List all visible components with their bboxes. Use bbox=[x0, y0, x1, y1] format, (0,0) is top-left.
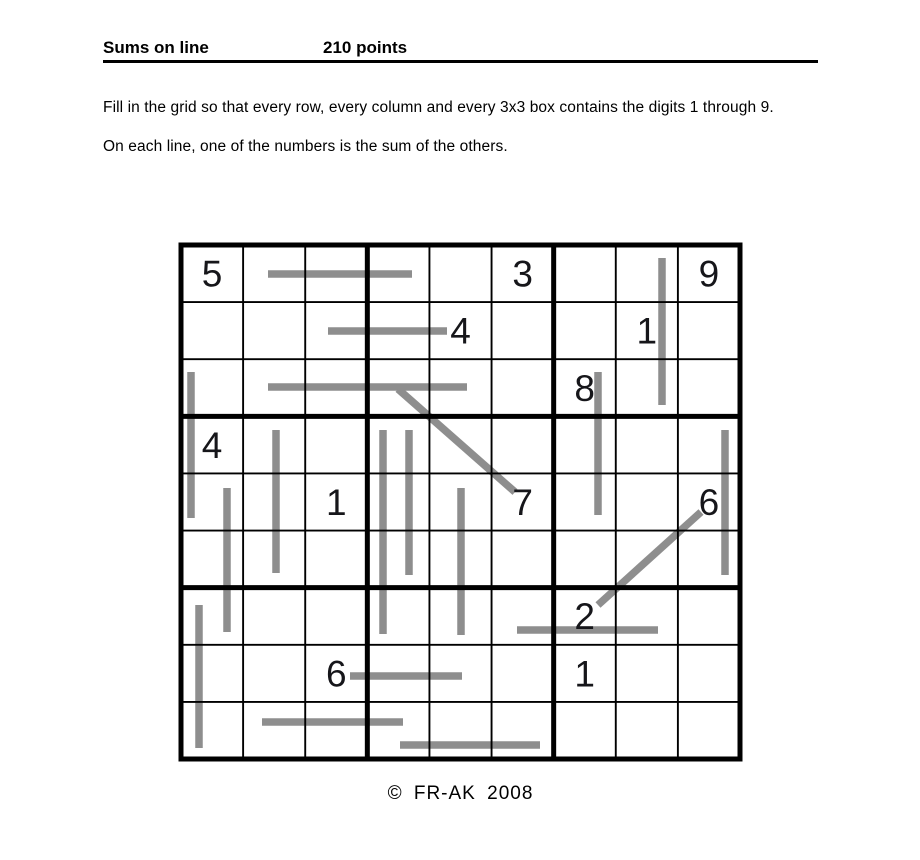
cell-r1c5 bbox=[429, 245, 491, 302]
cell-r1c8 bbox=[616, 245, 678, 302]
cell-r4c8 bbox=[616, 416, 678, 473]
puzzle-title: Sums on line bbox=[103, 38, 209, 57]
cell-r7c2 bbox=[243, 588, 305, 645]
cell-r9c4 bbox=[367, 702, 429, 759]
cell-r2c2 bbox=[243, 302, 305, 359]
cell-r8c9 bbox=[678, 645, 740, 702]
cell-r2c6 bbox=[492, 302, 554, 359]
given-digit-r1c6: 3 bbox=[512, 253, 533, 295]
cell-r4c6 bbox=[492, 416, 554, 473]
puzzle-points: 210 points bbox=[323, 38, 408, 57]
instruction-line-2: On each line, one of the numbers is the sum of the others. bbox=[103, 138, 508, 155]
cell-r7c8 bbox=[616, 588, 678, 645]
cell-r8c6 bbox=[492, 645, 554, 702]
cell-r6c3 bbox=[305, 531, 367, 588]
instruction-line-1: Fill in the grid so that every row, every column and every 3x3 box contains the digits 1 through 9. bbox=[103, 99, 774, 116]
cell-r9c7 bbox=[554, 702, 616, 759]
given-digit-r2c5: 4 bbox=[450, 310, 471, 352]
cell-r9c9 bbox=[678, 702, 740, 759]
given-digit-r5c9: 6 bbox=[698, 482, 720, 523]
cell-r3c8 bbox=[616, 359, 678, 416]
cell-r9c2 bbox=[243, 702, 305, 759]
cell-r2c9 bbox=[678, 302, 740, 359]
cell-r7c4 bbox=[367, 588, 429, 645]
given-digit-r8c7: 1 bbox=[574, 653, 596, 695]
cell-r3c9 bbox=[678, 359, 740, 416]
cell-r3c6 bbox=[492, 359, 554, 416]
given-digit-r7c7: 2 bbox=[574, 596, 596, 638]
cell-r5c4 bbox=[367, 473, 429, 530]
cell-r6c7 bbox=[554, 531, 616, 588]
given-digit-r4c1: 4 bbox=[201, 424, 223, 466]
given-digit-r2c8: 1 bbox=[636, 310, 658, 352]
cell-r7c1 bbox=[181, 588, 243, 645]
cell-r4c4 bbox=[367, 416, 429, 473]
cell-r6c6 bbox=[492, 531, 554, 588]
given-digit-r5c3: 1 bbox=[325, 482, 347, 523]
cell-r9c1 bbox=[181, 702, 243, 759]
cell-r4c7 bbox=[554, 416, 616, 473]
cell-r1c7 bbox=[554, 245, 616, 302]
given-digit-r5c6: 7 bbox=[512, 482, 533, 523]
cell-r9c5 bbox=[429, 702, 491, 759]
cell-r9c6 bbox=[492, 702, 554, 759]
cell-r8c8 bbox=[616, 645, 678, 702]
cell-r8c1 bbox=[181, 645, 243, 702]
cell-r7c9 bbox=[678, 588, 740, 645]
cell-r4c3 bbox=[305, 416, 367, 473]
cell-r9c3 bbox=[305, 702, 367, 759]
given-digit-r3c7: 8 bbox=[574, 367, 596, 409]
cell-r7c6 bbox=[492, 588, 554, 645]
cell-r2c7 bbox=[554, 302, 616, 359]
cell-r4c9 bbox=[678, 416, 740, 473]
cell-r5c8 bbox=[616, 473, 678, 530]
cell-r6c4 bbox=[367, 531, 429, 588]
cell-r6c1 bbox=[181, 531, 243, 588]
cell-r9c8 bbox=[616, 702, 678, 759]
copyright-notice: © FR-AK 2008 bbox=[387, 783, 534, 804]
given-digit-r8c3: 6 bbox=[325, 653, 347, 695]
cell-r5c7 bbox=[554, 473, 616, 530]
cell-r7c3 bbox=[305, 588, 367, 645]
cell-r8c2 bbox=[243, 645, 305, 702]
cell-r2c1 bbox=[181, 302, 243, 359]
given-digit-r1c1: 5 bbox=[201, 253, 223, 295]
given-digit-r1c9: 9 bbox=[698, 253, 720, 295]
cell-r6c9 bbox=[678, 531, 740, 588]
